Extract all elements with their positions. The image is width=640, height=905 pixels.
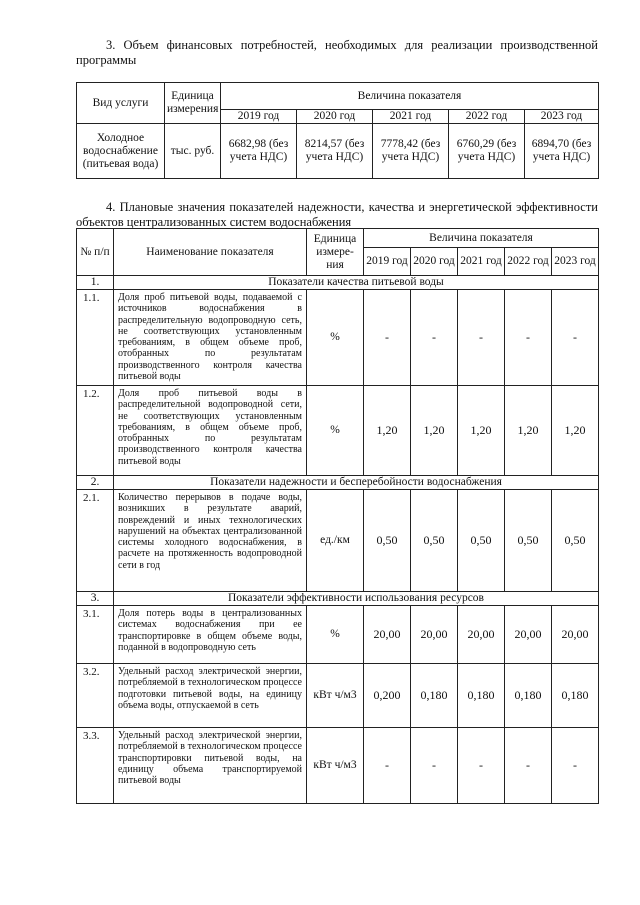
year-header: 2020 год — [411, 248, 458, 276]
header-num: № п/п — [77, 229, 114, 276]
indicator-name: Доля проб питьевой воды в распределительной водопроводной сети, не соответствующих установленным требованиям, в общем объеме проб, отобранных по результатам производственного контроля качества питьевой воды — [114, 386, 307, 476]
year-header: 2022 год — [505, 248, 552, 276]
indicator-value: 0,200 — [364, 664, 411, 728]
indicator-value: 0,180 — [505, 664, 552, 728]
indicator-unit: % — [307, 290, 364, 386]
year-header: 2023 год — [525, 110, 599, 124]
indicator-name: Удельный расход электрической энергии, потребляемой в технологическом процессе подготовки питьевой воды, на единицу объема воды, отпускаемой в сеть — [114, 664, 307, 728]
indicator-value: - — [458, 290, 505, 386]
indicator-value: 1,20 — [411, 386, 458, 476]
row-num: 3.3. — [77, 728, 114, 804]
group-num: 3. — [77, 592, 114, 606]
group-num: 1. — [77, 276, 114, 290]
row-num: 3.1. — [77, 606, 114, 664]
indicator-unit: кВт ч/м3 — [307, 728, 364, 804]
indicator-value: 20,00 — [458, 606, 505, 664]
indicator-value: 1,20 — [505, 386, 552, 476]
unit-value: тыс. руб. — [165, 124, 221, 179]
indicator-value: - — [505, 290, 552, 386]
group-title: Показатели эффективности использования ресурсов — [114, 592, 599, 606]
indicator-value: - — [505, 728, 552, 804]
financial-needs-table — [76, 82, 599, 179]
indicator-name: Количество перерывов в подаче воды, возникших в результате аварий, повреждений и иных технологических нарушений на объектах централизованной системы холодного водоснабжения, в расчете на протяженность водопроводной сети в год — [114, 490, 307, 592]
year-header: 2019 год — [364, 248, 411, 276]
year-header: 2021 год — [458, 248, 505, 276]
year-header: 2023 год — [552, 248, 599, 276]
finance-value: 8214,57 (без учета НДС) — [297, 124, 373, 179]
year-header: 2022 год — [449, 110, 525, 124]
indicator-value: - — [458, 728, 505, 804]
indicator-unit: % — [307, 606, 364, 664]
indicator-value: 0,50 — [458, 490, 505, 592]
indicator-value: - — [552, 728, 599, 804]
indicators-table — [76, 228, 599, 804]
header-service: Вид услуги — [77, 83, 165, 124]
header-value: Величина показателя — [364, 229, 599, 248]
finance-value: 7778,42 (без учета НДС) — [373, 124, 449, 179]
finance-value: 6760,29 (без учета НДС) — [449, 124, 525, 179]
indicator-value: 1,20 — [364, 386, 411, 476]
year-header: 2021 год — [373, 110, 449, 124]
row-num: 1.2. — [77, 386, 114, 476]
indicator-value: 20,00 — [364, 606, 411, 664]
group-title: Показатели надежности и бесперебойности водоснабжения — [114, 476, 599, 490]
row-num: 1.1. — [77, 290, 114, 386]
group-title: Показатели качества питьевой воды — [114, 276, 599, 290]
header-value: Величина показателя — [221, 83, 599, 110]
section-4-heading: 4. Плановые значения показателей надежности, качества и энергетической эффективности объектов централизованных систем водоснабжения — [76, 200, 598, 229]
indicator-unit: % — [307, 386, 364, 476]
finance-value: 6682,98 (без учета НДС) — [221, 124, 297, 179]
indicator-value: 20,00 — [411, 606, 458, 664]
indicator-value: - — [411, 290, 458, 386]
finance-value: 6894,70 (без учета НДС) — [525, 124, 599, 179]
indicator-name: Доля проб питьевой воды, подаваемой с источников водоснабжения в распределительную водопроводную сеть, не соответствующих установленным требованиям, в общем объеме проб, отобранных по результатам производственного контроля качества питьевой воды — [114, 290, 307, 386]
year-header: 2020 год — [297, 110, 373, 124]
indicator-value: 0,180 — [552, 664, 599, 728]
indicator-unit: кВт ч/м3 — [307, 664, 364, 728]
section-3-heading: 3. Объем финансовых потребностей, необходимых для реализации производственной программы — [76, 38, 598, 67]
row-num: 2.1. — [77, 490, 114, 592]
indicator-unit: ед./км — [307, 490, 364, 592]
group-num: 2. — [77, 476, 114, 490]
indicator-value: 0,180 — [411, 664, 458, 728]
header-unit: Единица измере-ния — [307, 229, 364, 276]
header-name: Наименование показателя — [114, 229, 307, 276]
indicator-value: - — [411, 728, 458, 804]
indicator-value: 0,50 — [552, 490, 599, 592]
indicator-value: 0,50 — [505, 490, 552, 592]
indicator-value: - — [364, 728, 411, 804]
indicator-value: 20,00 — [505, 606, 552, 664]
indicator-value: - — [552, 290, 599, 386]
indicator-value: 0,50 — [411, 490, 458, 592]
service-name: Холодное водоснабжение (питьевая вода) — [77, 124, 165, 179]
indicator-name: Доля потерь воды в централизованных системах водоснабжения при ее транспортировке в общем объеме воды, поданной в водопроводную сеть — [114, 606, 307, 664]
row-num: 3.2. — [77, 664, 114, 728]
indicator-value: 20,00 — [552, 606, 599, 664]
indicator-value: 0,50 — [364, 490, 411, 592]
indicator-value: 0,180 — [458, 664, 505, 728]
indicator-value: - — [364, 290, 411, 386]
indicator-name: Удельный расход электрической энергии, потребляемой в технологическом процессе транспортировки питьевой воды, на единицу объема транспортируемой питьевой воды — [114, 728, 307, 804]
indicator-value: 1,20 — [552, 386, 599, 476]
indicator-value: 1,20 — [458, 386, 505, 476]
year-header: 2019 год — [221, 110, 297, 124]
header-unit: Единица измерения — [165, 83, 221, 124]
